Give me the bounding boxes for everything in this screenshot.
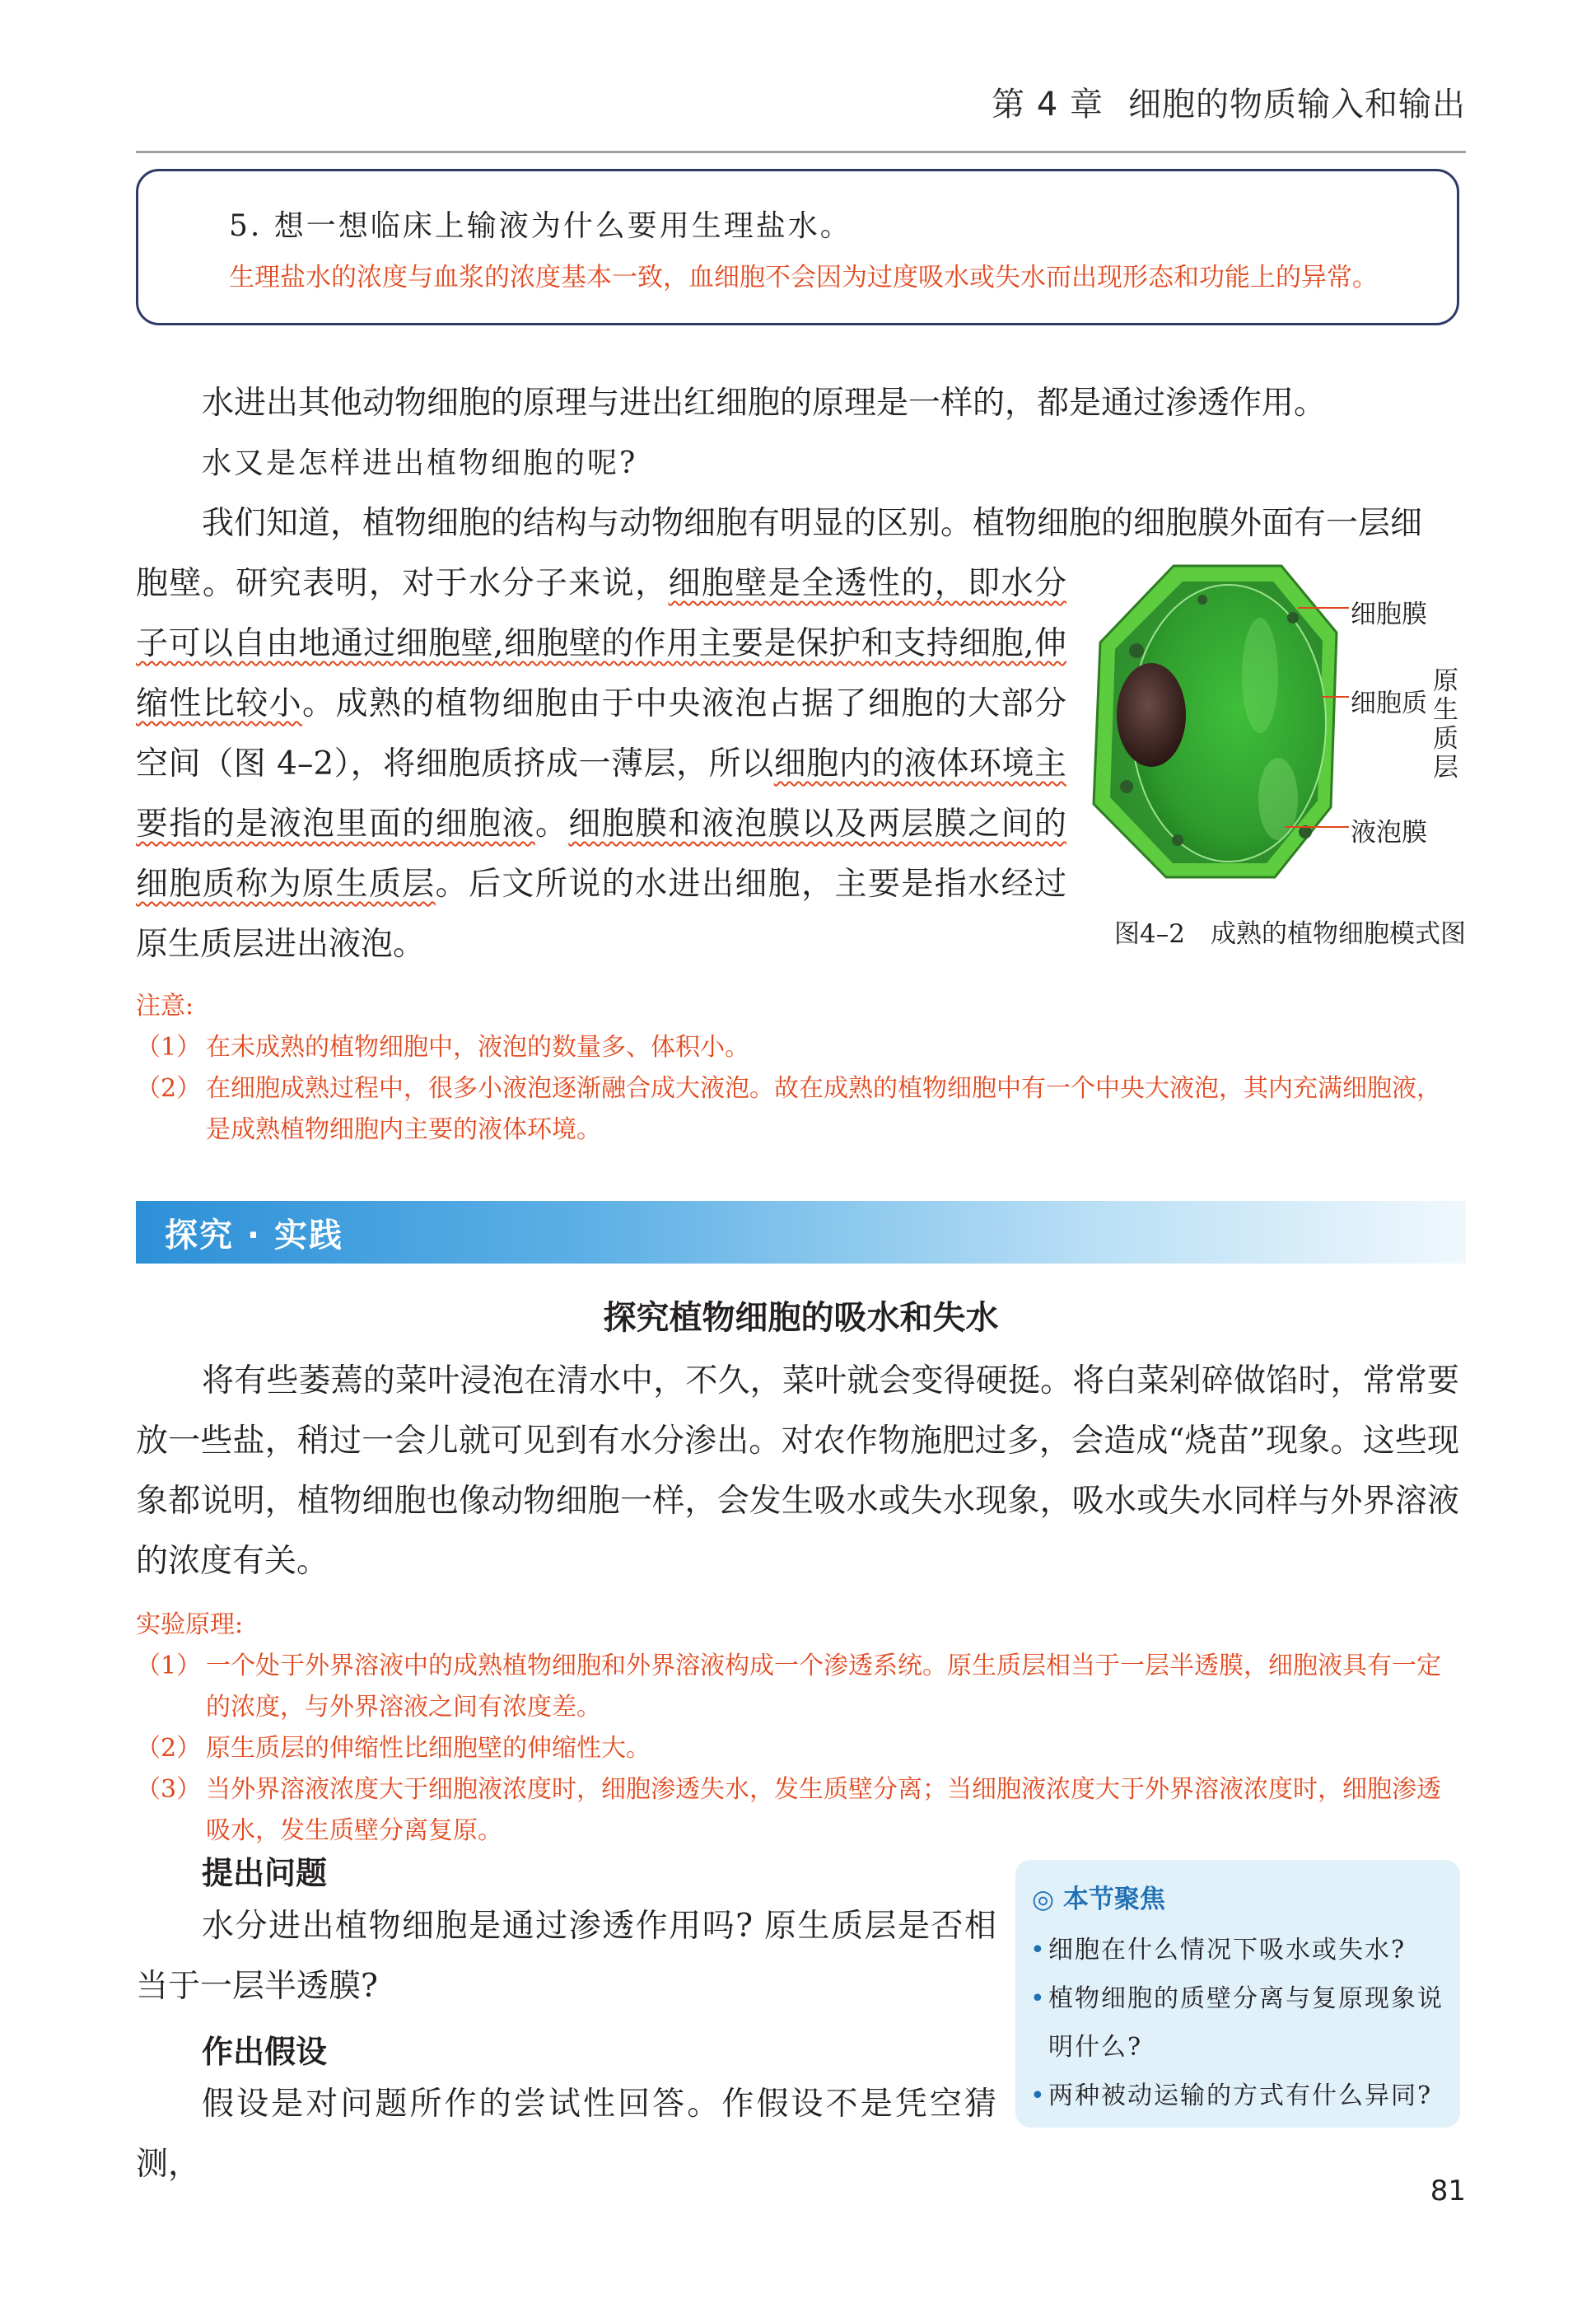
principle-item-number: （3）: [136, 1775, 202, 1804]
experiment-title: 探究植物细胞的吸水和失水: [603, 1299, 999, 1337]
underlined-cell-wall: 细胞壁是全透性的，即水分子可以自由地通过细胞壁,细胞壁的作用主要是保护和支持细胞,伸缩性比较小: [136, 565, 1066, 722]
underlined-cell-sap: 细胞内的液体环境主要指的是液泡里面的细胞液: [136, 745, 1066, 843]
question-text: 5. 想一想临床上输液为什么要用生理盐水。: [229, 209, 852, 243]
principle-item: [136, 1769, 1462, 1852]
chapter-title: 细胞的物质输入和输出: [1128, 86, 1466, 124]
question-box: [136, 169, 1459, 325]
label-cell-membrane: 细胞膜: [1351, 600, 1427, 629]
paragraph-1: 水进出其他动物细胞的原理与进出红细胞的原理是一样的，都是通过渗透作用。: [202, 385, 1327, 422]
note-title: 注意:: [136, 992, 194, 1021]
label-vacuole-membrane: 液泡膜: [1351, 818, 1427, 848]
section-banner: [136, 1201, 1466, 1264]
chapter-header: [980, 78, 1466, 125]
paragraph-3-text-c: 。: [534, 806, 569, 843]
focus-item: [1030, 1974, 1450, 2072]
principle-item-text: 当外界溶液浓度大于细胞液浓度时，细胞渗透失水，发生质壁分离；当细胞液浓度大于外界溶液浓度时，细胞渗透吸水，发生质壁分离复原。: [206, 1775, 1441, 1845]
focus-title: ◎ 本节聚焦: [1032, 1885, 1165, 1914]
figure-caption: 图4–2 成熟的植物细胞模式图: [1114, 919, 1466, 949]
note-item: [136, 1027, 1462, 1068]
bullet-icon: •: [1030, 2081, 1047, 2110]
principle-item-text: 一个处于外界溶液中的成熟植物细胞和外界溶液构成一个渗透系统。原生质层相当于一层半透膜，细胞液具有一定的浓度，与外界溶液之间有浓度差。: [206, 1652, 1441, 1722]
question-answer: 生理盐水的浓度与血浆的浓度基本一致，血细胞不会因为过度吸水或失水而出现形态和功能上的异常。: [229, 263, 1378, 292]
section-focus-box: [1015, 1860, 1460, 2128]
principle-item-number: （1）: [136, 1652, 202, 1680]
ask-question-text: 水分进出植物细胞是通过渗透作用吗? 原生质层是否相当于一层半透膜?: [136, 1908, 996, 2005]
heading-ask-question: 提出问题: [202, 1855, 328, 1891]
note-item: [136, 1068, 1462, 1151]
paragraph-3-body: [136, 554, 1066, 974]
label-cytoplasm: 细胞质: [1351, 689, 1427, 718]
heading-hypothesis: 作出假设: [202, 2034, 328, 2070]
focus-item-text: 植物细胞的质壁分离与复原现象说明什么?: [1048, 1984, 1444, 2062]
bullet-icon: •: [1030, 1936, 1047, 1965]
paragraph-3-text-a: 胞壁。研究表明，对于水分子来说，: [136, 565, 669, 602]
nucleus: [1117, 663, 1186, 767]
principle-item: [136, 1646, 1462, 1728]
hypothesis-text: 假设是对问题所作的尝试性回答。作假设不是凭空猜测，: [136, 2086, 996, 2183]
principle-block: [136, 1605, 1462, 1852]
principle-item-number: （2）: [136, 1734, 202, 1763]
focus-list: [1030, 1926, 1450, 2120]
principle-item-text: 原生质层的伸缩性比细胞壁的伸缩性大。: [206, 1734, 651, 1763]
header-divider: [136, 151, 1466, 153]
label-protoplast: 原生质层: [1433, 666, 1458, 783]
note-item-number: （2）: [136, 1074, 202, 1103]
note-item-number: （1）: [136, 1033, 202, 1062]
paragraph-2-question: 水又是怎样进出植物细胞的呢?: [202, 446, 638, 480]
underlined-protoplast: 细胞膜和液泡膜以及两层膜之间的细胞质称为原生质层: [136, 806, 1066, 903]
focus-item-text: 细胞在什么情况下吸水或失水?: [1048, 1936, 1407, 1965]
principle-title: 实验原理:: [136, 1610, 244, 1639]
chapter-number: 第 4 章: [992, 86, 1104, 124]
paragraph-3-line-1: 我们知道，植物细胞的结构与动物细胞有明显的区别。植物细胞的细胞膜外面有一层细: [202, 505, 1423, 542]
bullet-icon: •: [1030, 1984, 1047, 2013]
principle-item: [136, 1728, 1462, 1769]
experiment-intro: 将有些萎蔫的菜叶浸泡在清水中，不久，菜叶就会变得硬挺。将白菜剁碎做馅时，常常要放一些盐，稍过一会儿就可见到有水分渗出。对农作物施肥过多，会造成“烧苗”现象。这些现象都说明，植物细胞也像动物细胞一样，会发生吸水或失水现象，吸水或失水同样与外界溶液的浓度有关。: [136, 1362, 1459, 1580]
focus-item: [1030, 2072, 1450, 2120]
paragraph-3-text-d: 。后文所说的水进出细胞，主要是指水经过原生质层进出液泡。: [136, 866, 1066, 963]
page-number: 81: [1430, 2175, 1466, 2208]
note-item-text: 在细胞成熟过程中，很多小液泡逐渐融合成大液泡。故在成熟的植物细胞中有一个中央大液泡，其内充满细胞液，是成熟植物细胞内主要的液体环境。: [206, 1074, 1441, 1144]
focus-item-text: 两种被动运输的方式有什么异同?: [1048, 2081, 1433, 2110]
note-block: [136, 986, 1462, 1151]
focus-item: [1030, 1926, 1450, 1974]
paragraph-3-text-b: 。成熟的植物细胞由于中央液泡占据了细胞的大部分空间（图 4–2），将细胞质挤成一薄层，所以: [136, 685, 1066, 783]
banner-label: 探究 · 实践: [165, 1217, 344, 1254]
note-item-text: 在未成熟的植物细胞中，液泡的数量多、体积小。: [206, 1033, 749, 1062]
